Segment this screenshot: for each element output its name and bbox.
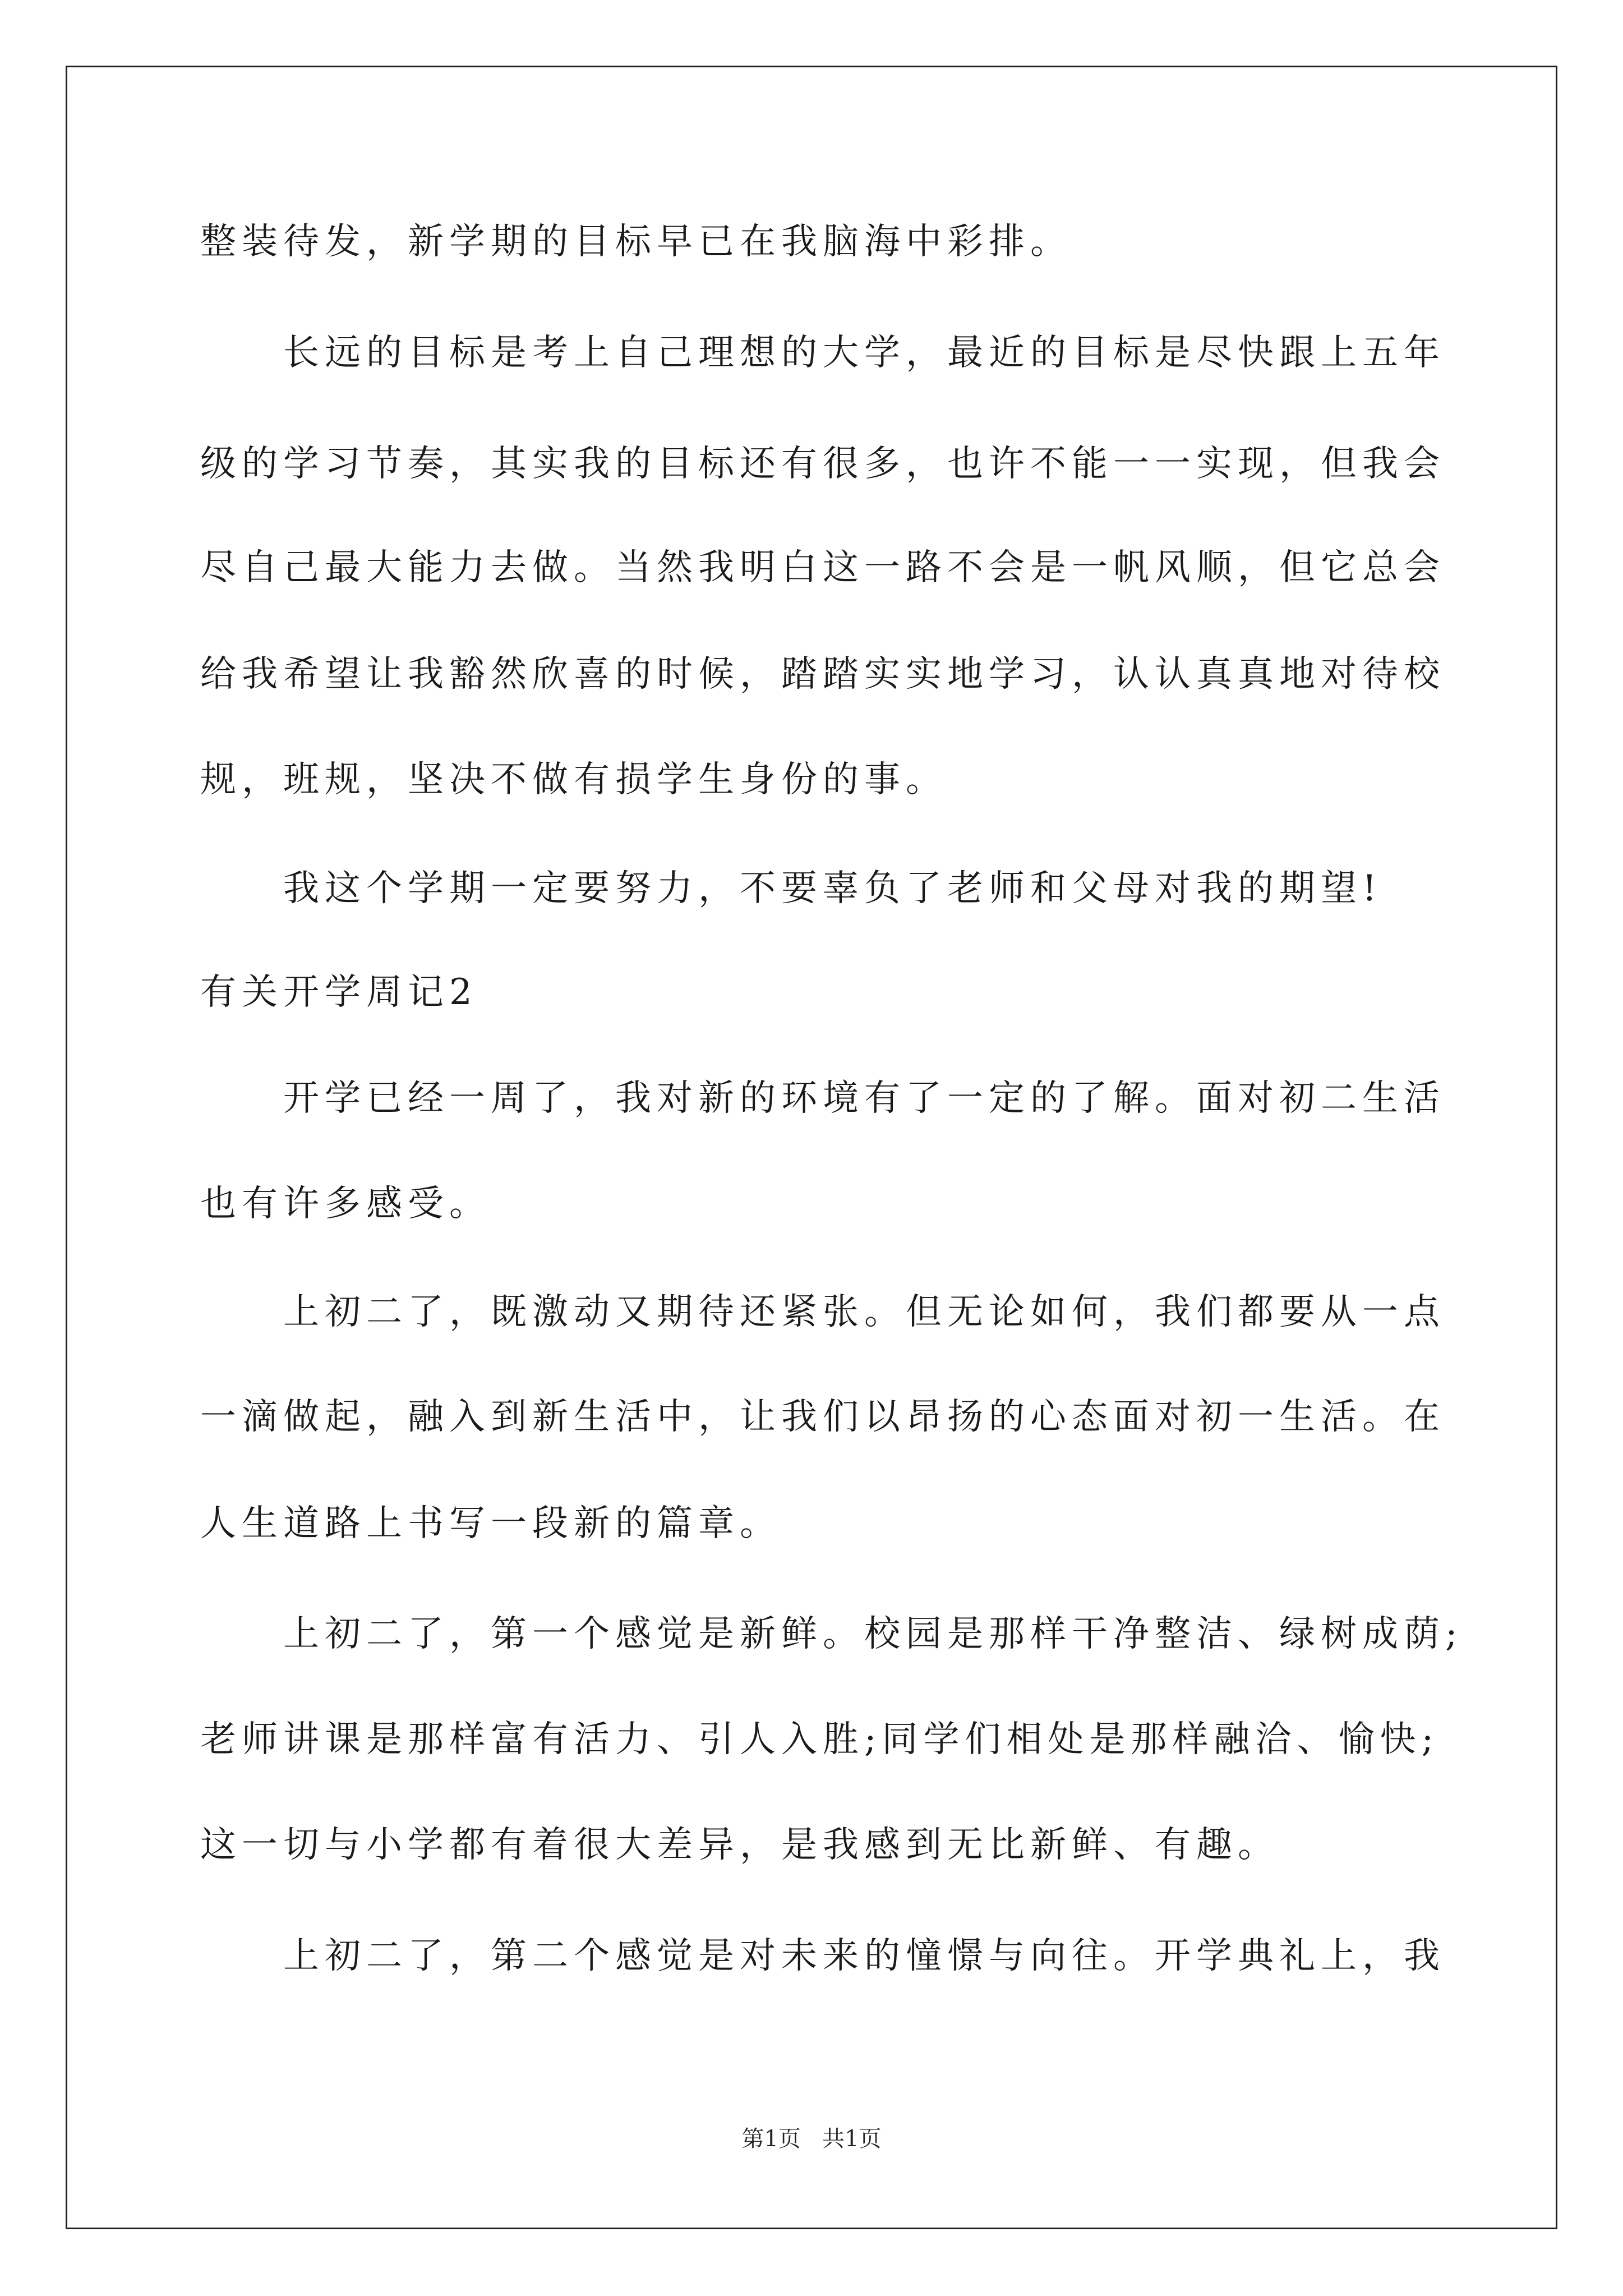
page-footer: 第1页 共1页 [741,2126,882,2152]
body-text-line: 老师讲课是那样富有活力、引人入胜;同学们相处是那样融洽、愉快; [200,1719,1440,1760]
body-text-line: 这一切与小学都有着很大差异，是我感到无比新鲜、有趣。 [200,1824,1279,1866]
body-text-line: 也有许多感受。 [200,1183,491,1225]
body-text-line: 整装待发，新学期的目标早已在我脑海中彩排。 [200,221,1072,263]
body-text-line: 开学已经一周了，我对新的环境有了一定的了解。面对初二生活 [283,1078,1445,1119]
body-text-line: 上初二了，第一个感觉是新鲜。校园是那样干净整洁、绿树成荫; [283,1613,1463,1655]
body-text-line: 上初二了，既激动又期待还紧张。但无论如何，我们都要从一点 [283,1291,1445,1333]
body-text-line: 尽自己最大能力去做。当然我明白这一路不会是一帆风顺，但它总会 [200,547,1445,588]
section-heading: 有关开学周记2 [200,972,478,1013]
body-text-line: 规，班规，坚决不做有损学生身份的事。 [200,759,947,800]
body-text-line: 上初二了，第二个感觉是对未来的憧憬与向往。开学典礼上，我 [283,1935,1445,1977]
body-text-line: 一滴做起，融入到新生活中，让我们以昂扬的心态面对初一生活。在 [200,1396,1445,1438]
body-text-line: 人生道路上书写一段新的篇章。 [200,1503,781,1544]
page-border [66,66,1557,2229]
body-text-line: 级的学习节奏，其实我的目标还有很多，也许不能一一实现，但我会 [200,443,1445,485]
body-text-line: 长远的目标是考上自己理想的大学，最近的目标是尽快跟上五年 [283,332,1445,374]
body-text-line: 我这个学期一定要努力，不要辜负了老师和父母对我的期望! [283,868,1382,909]
body-text-line: 给我希望让我豁然欣喜的时候，踏踏实实地学习，认认真真地对待校 [200,654,1445,695]
